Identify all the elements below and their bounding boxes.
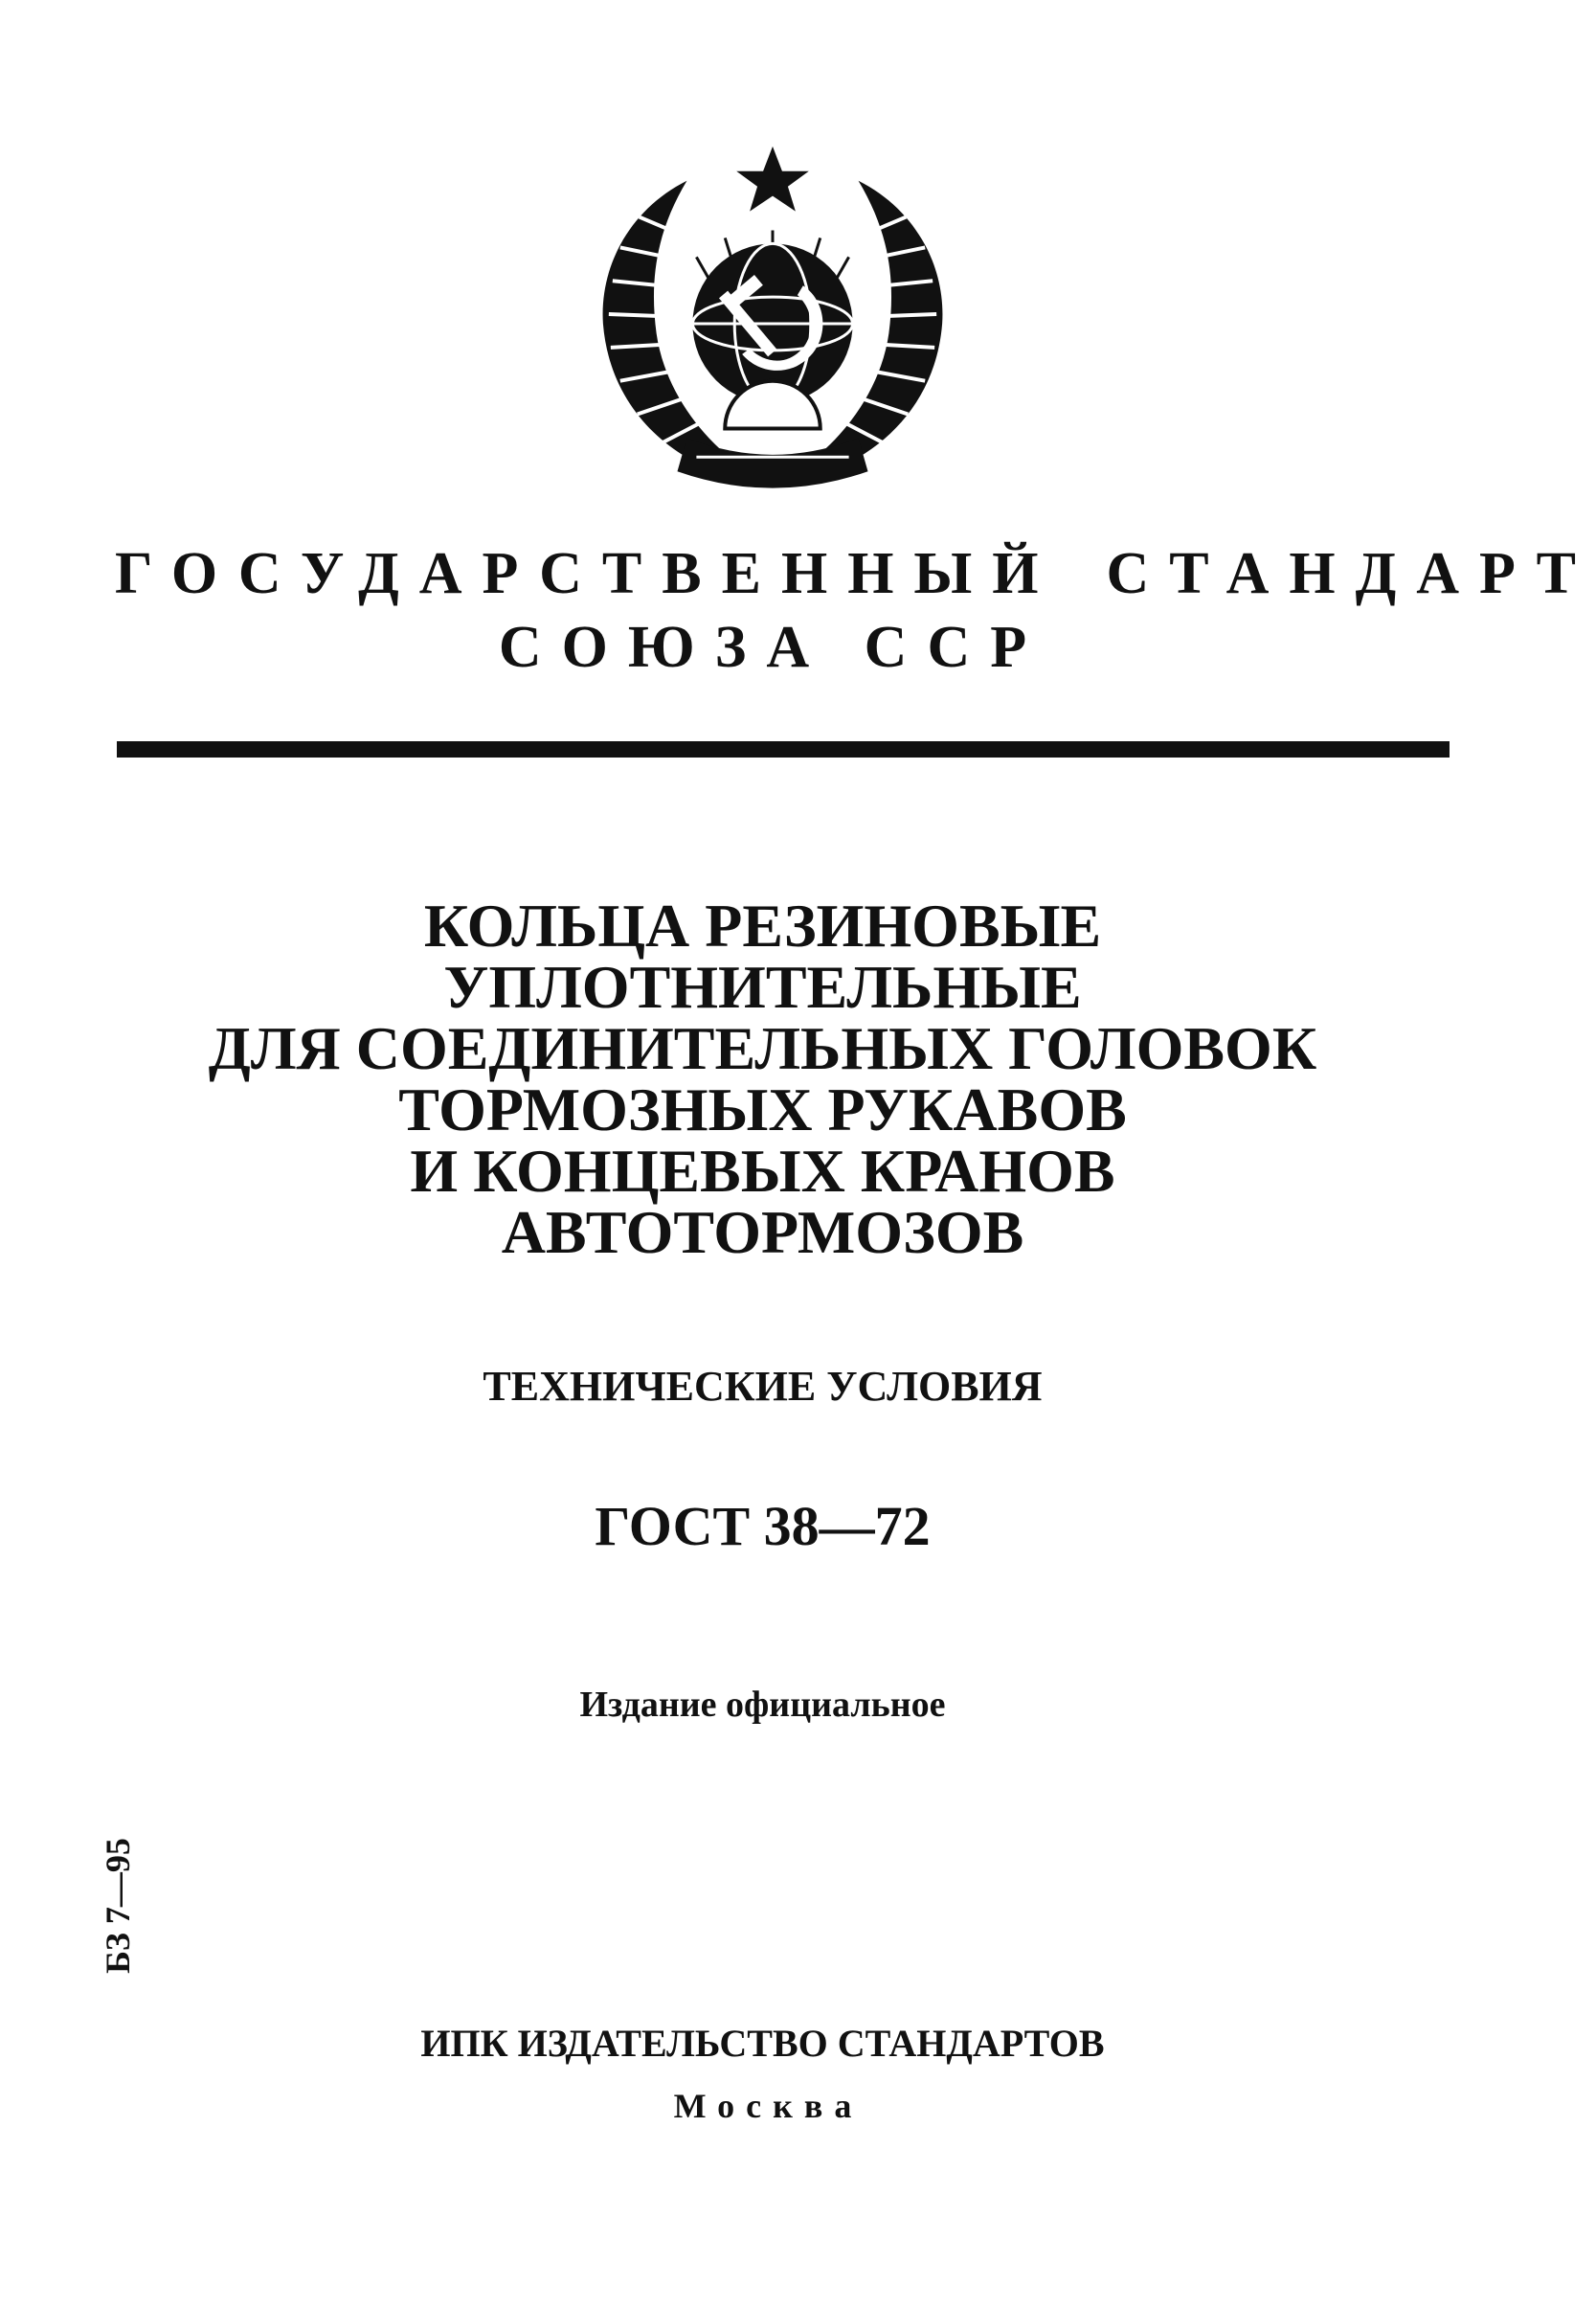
document-title: [0, 892, 1525, 1266]
title-line: КОЛЬЦА РЕЗИНОВЫЕ: [423, 892, 1102, 960]
state-emblem-graphic: [582, 142, 963, 506]
title-line: АВТОТОРМОЗОВ: [501, 1198, 1024, 1266]
title-line: ДЛЯ СОЕДИНИТЕЛЬНЫХ ГОЛОВОК: [208, 1014, 1317, 1082]
side-code: [89, 1791, 146, 2021]
header-divider: [117, 741, 1450, 758]
edition-label: Издание официальное: [579, 1685, 946, 1725]
side-code-text: БЗ 7—95: [99, 1838, 137, 1974]
header-state-standard: [115, 541, 1596, 606]
title-line: И КОНЦЕВЫХ КРАНОВ: [410, 1137, 1115, 1205]
title-line: ТОРМОЗНЫХ РУКАВОВ: [398, 1075, 1127, 1143]
state-emblem-icon: [582, 142, 963, 506]
publisher-name: ИПК ИЗДАТЕЛЬСТВО СТАНДАРТОВ: [420, 2022, 1105, 2065]
header-standard-word: СТАНДАРТ: [1106, 541, 1596, 606]
gost-number: ГОСТ 38—72: [595, 1495, 931, 1557]
header-state-word: ГОСУДАРСТВЕННЫЙ: [115, 541, 1059, 606]
publisher-city: Москва: [673, 2087, 864, 2125]
document-subtitle: ТЕХНИЧЕСКИЕ УСЛОВИЯ: [483, 1363, 1043, 1410]
title-line: УПЛОТНИТЕЛЬНЫЕ: [443, 953, 1082, 1021]
header-union: СОЮЗА ССР: [498, 615, 1047, 680]
